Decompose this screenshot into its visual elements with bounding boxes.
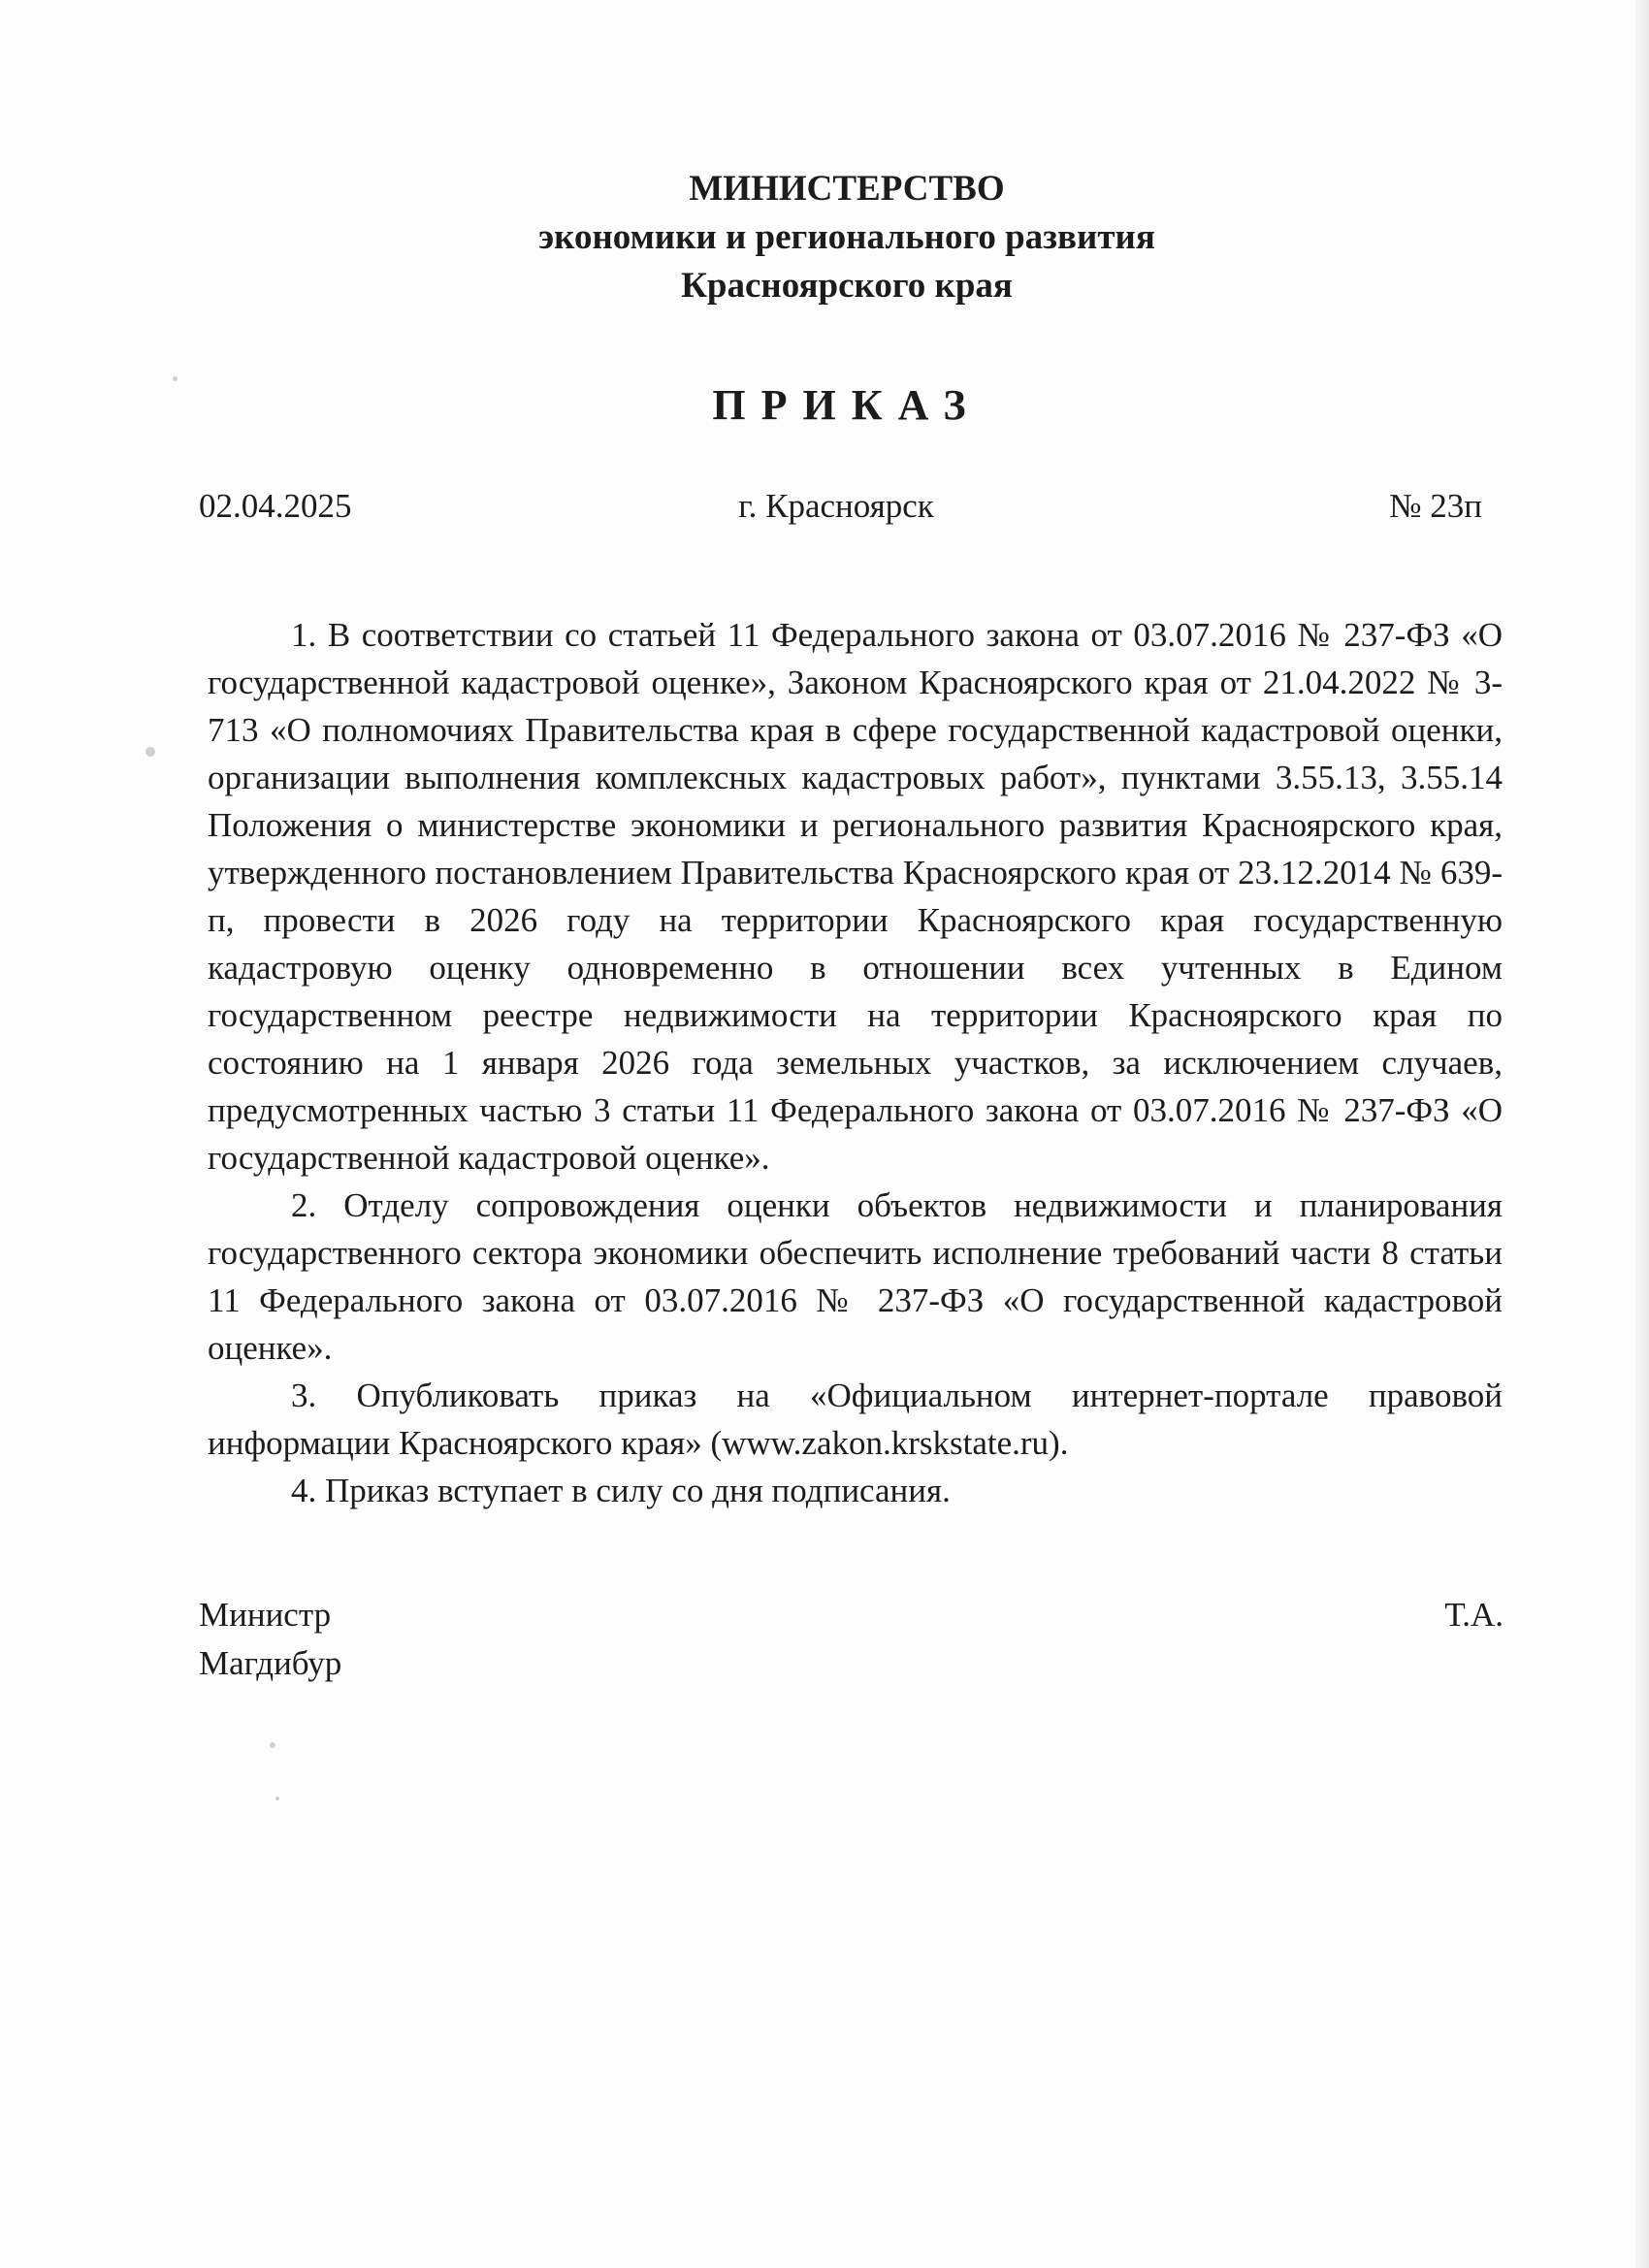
ministry-name: МИНИСТЕРСТВО (689, 169, 1005, 209)
signatory-surname: Магдибур (199, 1644, 342, 1682)
order-paragraph-1: 1. В соответствии со статьей 11 Федерального закона от 03.07.2016 № 237-ФЗ «О государственной кадастровой оценке», Законом Красноярского края от 21.04.2022 № 3-713 «О полномочиях Правительства края в сфере государственной кадастровой оценки, организации выполнения комплексных кадастровых работ», пунктами 3.55.13, 3.55.14 Положения о министерстве экономики и регионального развития Красноярского края, утвержденного постановлением Правительства Красноярского края от 23.12.2014 № 639-п, провести в 2026 году на территории Красноярского края государственную кадастровую оценку одновременно в отношении всех учтенных в Едином государственном реестре недвижимости на территории Красноярского края по состоянию на 1 января 2026 года земельных участков, за исключением случаев, предусмотренных частью 3 статьи 11 Федерального закона от 03.07.2016 № 237-ФЗ «О государственной кадастровой оценке». (208, 616, 1503, 1177)
signatory-position: Министр (199, 1596, 332, 1634)
signature-block (199, 1591, 341, 1688)
scan-speck (270, 1742, 275, 1748)
scan-speck (275, 1797, 279, 1800)
ministry-subtitle: экономики и регионального развития (538, 217, 1155, 257)
order-paragraph-3: 3. Опубликовать приказ на «Официальном интернет-портале правовой информации Красноярского края» (www.zakon.krskstate.ru). (208, 1377, 1503, 1462)
order-number: № 23п (1389, 487, 1482, 525)
order-date: 02.04.2025 (199, 487, 352, 525)
ministry-header (0, 165, 1649, 310)
ministry-region: Красноярского края (681, 266, 1013, 306)
order-paragraph-4: 4. Приказ вступает в силу со дня подписания. (291, 1472, 951, 1509)
order-paragraph-2: 2. Отделу сопровождения оценки объектов недвижимости и планирования государственного сектора экономики обеспечить исполнение требований части 8 статьи 11 Федерального закона от 03.07.2016 № 237-ФЗ «О государственной кадастровой оценке». (208, 1186, 1503, 1367)
document-title: ПРИКАЗ (712, 381, 982, 429)
signatory-initials: Т.А. (1444, 1596, 1504, 1634)
order-city: г. Красноярск (738, 487, 934, 525)
scan-speck (146, 747, 155, 757)
order-body (208, 611, 1503, 1514)
scan-edge (1635, 0, 1649, 2268)
